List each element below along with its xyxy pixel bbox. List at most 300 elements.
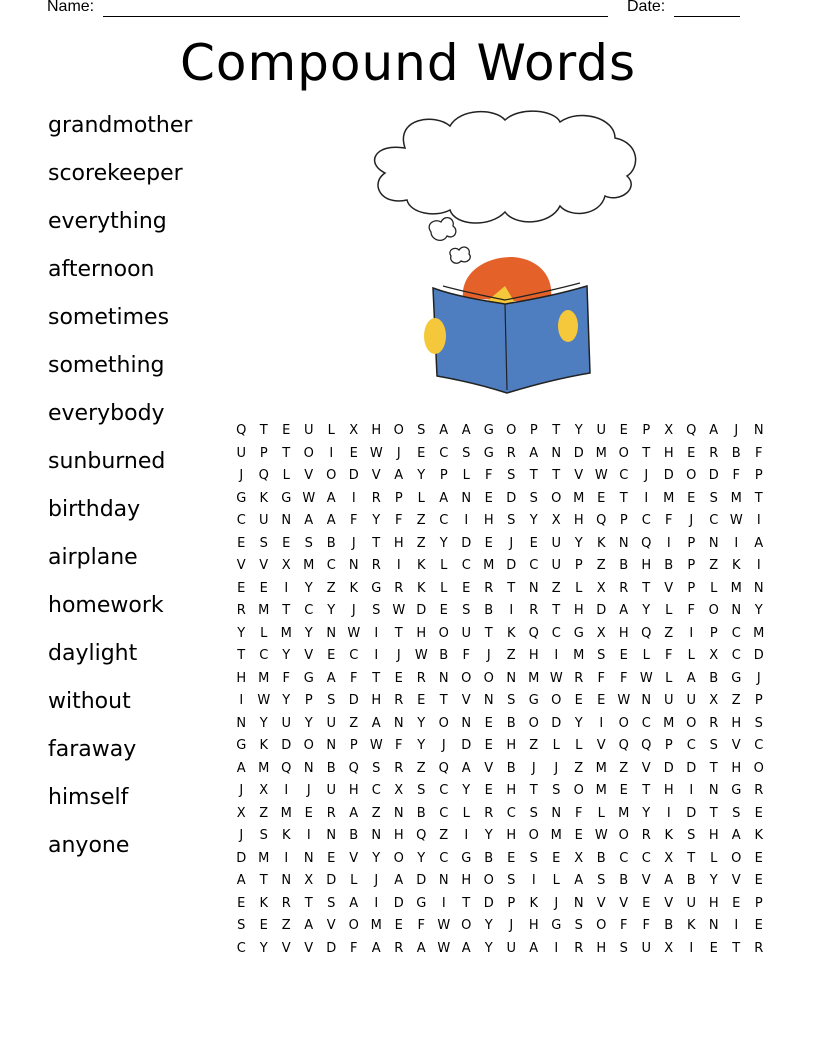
grid-cell[interactable]: E — [709, 940, 718, 956]
grid-cell[interactable]: T — [529, 783, 538, 798]
grid-cell[interactable]: C — [731, 648, 741, 663]
grid-cell[interactable]: C — [461, 558, 471, 573]
grid-cell[interactable]: R — [619, 580, 629, 596]
grid-cell[interactable]: Z — [709, 558, 719, 573]
grid-cell[interactable]: A — [349, 895, 359, 911]
grid-cell[interactable]: I — [374, 895, 379, 911]
grid-cell[interactable]: T — [709, 760, 718, 776]
grid-cell[interactable]: C — [236, 513, 246, 528]
grid-cell[interactable]: E — [282, 423, 291, 438]
grid-cell[interactable]: I — [644, 490, 649, 506]
grid-cell[interactable]: R — [484, 580, 494, 596]
grid-cell[interactable]: H — [528, 648, 539, 663]
grid-cell[interactable]: O — [438, 715, 449, 731]
grid-cell[interactable]: S — [372, 760, 381, 776]
grid-cell[interactable]: C — [641, 850, 651, 866]
grid-cell[interactable]: X — [709, 693, 719, 708]
grid-cell[interactable]: D — [596, 603, 607, 618]
grid-cell[interactable]: D — [663, 468, 674, 483]
grid-cell[interactable]: J — [351, 535, 356, 551]
grid-cell[interactable]: D — [326, 873, 337, 888]
grid-cell[interactable]: G — [416, 895, 427, 911]
grid-cell[interactable]: Q — [528, 625, 539, 641]
grid-cell[interactable]: W — [639, 670, 653, 686]
grid-cell[interactable]: L — [665, 603, 673, 618]
grid-cell[interactable]: Q — [438, 760, 449, 776]
grid-cell[interactable]: T — [552, 423, 561, 438]
grid-cell[interactable]: W — [369, 445, 383, 461]
grid-cell[interactable]: C — [439, 850, 449, 866]
grid-cell[interactable]: I — [284, 580, 289, 596]
grid-cell[interactable]: D — [708, 468, 719, 483]
grid-cell[interactable]: I — [509, 603, 514, 618]
grid-cell[interactable]: Q — [236, 423, 247, 438]
grid-cell[interactable]: I — [464, 513, 469, 528]
grid-cell[interactable]: M — [618, 805, 630, 821]
grid-cell[interactable]: D — [551, 715, 562, 731]
grid-cell[interactable]: Z — [416, 513, 426, 528]
grid-cell[interactable]: Q — [596, 513, 607, 528]
grid-cell[interactable]: W — [414, 648, 428, 663]
grid-cell[interactable]: W — [729, 513, 743, 528]
grid-cell[interactable]: Y — [237, 625, 246, 641]
grid-cell[interactable]: E — [417, 693, 426, 708]
grid-cell[interactable]: E — [529, 535, 538, 551]
grid-cell[interactable]: W — [347, 625, 361, 641]
grid-cell[interactable]: L — [597, 805, 605, 821]
grid-cell[interactable]: C — [439, 783, 449, 798]
grid-cell[interactable]: S — [619, 940, 628, 956]
grid-cell[interactable]: R — [394, 693, 404, 708]
grid-cell[interactable]: W — [437, 940, 451, 956]
grid-cell[interactable]: D — [506, 490, 517, 506]
grid-cell[interactable]: X — [664, 850, 674, 866]
grid-cell[interactable]: I — [374, 625, 379, 641]
grid-cell[interactable]: B — [349, 828, 359, 843]
grid-cell[interactable]: M — [258, 603, 270, 618]
grid-cell[interactable]: S — [259, 828, 268, 843]
grid-cell[interactable]: T — [642, 445, 651, 461]
grid-cell[interactable]: C — [371, 783, 381, 798]
grid-cell[interactable]: E — [754, 918, 763, 933]
grid-cell[interactable]: K — [686, 918, 696, 933]
grid-cell[interactable]: L — [687, 648, 695, 663]
grid-cell[interactable]: N — [371, 828, 382, 843]
grid-cell[interactable]: E — [619, 783, 628, 798]
grid-cell[interactable]: D — [686, 760, 697, 776]
grid-cell[interactable]: D — [663, 760, 674, 776]
grid-cell[interactable]: H — [618, 625, 629, 641]
grid-cell[interactable]: P — [687, 580, 696, 596]
grid-cell[interactable]: C — [551, 625, 561, 641]
grid-cell[interactable]: R — [574, 940, 584, 956]
grid-cell[interactable]: O — [303, 738, 314, 753]
grid-cell[interactable]: H — [573, 603, 584, 618]
grid-cell[interactable]: G — [371, 580, 382, 596]
grid-cell[interactable]: G — [573, 625, 584, 641]
grid-cell[interactable]: L — [282, 468, 290, 483]
grid-cell[interactable]: D — [506, 558, 517, 573]
grid-cell[interactable]: R — [709, 445, 719, 461]
grid-cell[interactable]: C — [686, 738, 696, 753]
grid-cell[interactable]: I — [351, 490, 356, 506]
grid-cell[interactable]: A — [326, 513, 336, 528]
grid-cell[interactable]: Y — [282, 693, 291, 708]
grid-cell[interactable]: D — [348, 468, 359, 483]
grid-cell[interactable]: F — [417, 918, 425, 933]
grid-cell[interactable]: H — [573, 513, 584, 528]
grid-cell[interactable]: T — [282, 603, 291, 618]
grid-cell[interactable]: I — [734, 918, 739, 933]
grid-cell[interactable]: O — [686, 715, 697, 731]
grid-cell[interactable]: M — [258, 850, 270, 866]
grid-cell[interactable]: D — [753, 648, 764, 663]
grid-cell[interactable]: S — [597, 873, 606, 888]
grid-cell[interactable]: N — [731, 603, 742, 618]
grid-cell[interactable]: R — [281, 895, 291, 911]
grid-cell[interactable]: X — [304, 873, 314, 888]
grid-cell[interactable]: X — [664, 940, 674, 956]
grid-cell[interactable]: I — [756, 513, 761, 528]
grid-cell[interactable]: O — [393, 423, 404, 438]
grid-cell[interactable]: J — [554, 895, 559, 911]
grid-cell[interactable]: X — [551, 513, 561, 528]
grid-cell[interactable]: O — [686, 468, 697, 483]
grid-cell[interactable]: B — [596, 850, 606, 866]
grid-cell[interactable]: H — [393, 828, 404, 843]
grid-cell[interactable]: I — [554, 648, 559, 663]
grid-cell[interactable]: P — [304, 693, 313, 708]
grid-cell[interactable]: S — [327, 895, 336, 911]
grid-cell[interactable]: Y — [417, 468, 426, 483]
grid-cell[interactable]: E — [754, 805, 763, 821]
grid-cell[interactable]: S — [687, 828, 696, 843]
grid-cell[interactable]: W — [549, 670, 563, 686]
grid-cell[interactable]: I — [329, 445, 334, 461]
grid-cell[interactable]: K — [281, 828, 291, 843]
grid-cell[interactable]: N — [708, 535, 719, 551]
grid-cell[interactable]: R — [394, 580, 404, 596]
grid-cell[interactable]: O — [618, 715, 629, 731]
grid-cell[interactable]: M — [483, 558, 495, 573]
grid-cell[interactable]: P — [619, 513, 628, 528]
grid-cell[interactable]: M — [370, 918, 382, 933]
grid-cell[interactable]: X — [394, 783, 404, 798]
grid-cell[interactable]: S — [529, 850, 538, 866]
grid-cell[interactable]: H — [348, 783, 359, 798]
grid-cell[interactable]: W — [369, 738, 383, 753]
grid-cell[interactable]: V — [349, 850, 359, 866]
grid-cell[interactable]: F — [395, 738, 403, 753]
grid-cell[interactable]: J — [689, 513, 694, 528]
grid-cell[interactable]: N — [708, 918, 719, 933]
grid-cell[interactable]: Q — [348, 760, 359, 776]
grid-cell[interactable]: B — [326, 760, 336, 776]
grid-cell[interactable]: T — [619, 490, 628, 506]
grid-cell[interactable]: R — [236, 603, 246, 618]
grid-cell[interactable]: L — [575, 580, 583, 596]
grid-cell[interactable]: G — [731, 783, 742, 798]
grid-cell[interactable]: V — [281, 940, 291, 956]
grid-cell[interactable]: H — [371, 423, 382, 438]
grid-cell[interactable]: C — [439, 805, 449, 821]
grid-cell[interactable]: J — [509, 918, 514, 933]
grid-cell[interactable]: X — [349, 423, 359, 438]
grid-cell[interactable]: H — [371, 693, 382, 708]
grid-cell[interactable]: E — [687, 445, 696, 461]
date-field[interactable] — [674, 16, 740, 17]
grid-cell[interactable]: J — [644, 468, 649, 483]
grid-cell[interactable]: X — [574, 850, 584, 866]
grid-cell[interactable]: O — [483, 670, 494, 686]
grid-cell[interactable]: N — [303, 760, 314, 776]
grid-cell[interactable]: Y — [417, 738, 426, 753]
grid-cell[interactable]: E — [484, 490, 493, 506]
grid-cell[interactable]: X — [596, 625, 606, 641]
grid-cell[interactable]: Y — [462, 783, 471, 798]
grid-cell[interactable]: S — [462, 445, 471, 461]
grid-cell[interactable]: N — [618, 535, 629, 551]
grid-cell[interactable]: J — [531, 760, 536, 776]
grid-cell[interactable]: H — [708, 828, 719, 843]
grid-cell[interactable]: A — [754, 535, 764, 551]
grid-cell[interactable]: P — [687, 535, 696, 551]
grid-cell[interactable]: N — [753, 580, 764, 596]
grid-cell[interactable]: F — [575, 805, 583, 821]
grid-cell[interactable]: I — [396, 558, 401, 573]
grid-cell[interactable]: Q — [686, 423, 697, 438]
grid-cell[interactable]: F — [485, 468, 493, 483]
grid-cell[interactable]: L — [440, 558, 448, 573]
grid-cell[interactable]: G — [483, 423, 494, 438]
grid-cell[interactable]: Z — [664, 625, 674, 641]
grid-cell[interactable]: U — [236, 445, 246, 461]
grid-cell[interactable]: I — [374, 648, 379, 663]
grid-cell[interactable]: A — [394, 873, 404, 888]
grid-cell[interactable]: H — [236, 670, 247, 686]
grid-cell[interactable]: I — [666, 805, 671, 821]
grid-cell[interactable]: A — [439, 490, 449, 506]
grid-cell[interactable]: G — [281, 490, 292, 506]
grid-cell[interactable]: R — [754, 783, 764, 798]
grid-cell[interactable]: A — [326, 490, 336, 506]
grid-cell[interactable]: O — [348, 918, 359, 933]
grid-cell[interactable]: Z — [596, 558, 606, 573]
grid-cell[interactable]: Y — [484, 918, 493, 933]
grid-cell[interactable]: Z — [416, 760, 426, 776]
grid-cell[interactable]: E — [259, 580, 268, 596]
grid-cell[interactable]: E — [597, 693, 606, 708]
grid-cell[interactable]: B — [439, 648, 449, 663]
grid-cell[interactable]: J — [734, 423, 739, 438]
grid-cell[interactable]: S — [259, 535, 268, 551]
grid-cell[interactable]: Y — [574, 715, 583, 731]
grid-cell[interactable]: O — [551, 693, 562, 708]
grid-cell[interactable]: C — [236, 940, 246, 956]
grid-cell[interactable]: C — [439, 513, 449, 528]
grid-cell[interactable]: X — [259, 783, 269, 798]
grid-cell[interactable]: Z — [551, 580, 561, 596]
grid-cell[interactable]: M — [663, 715, 675, 731]
grid-cell[interactable]: T — [552, 468, 561, 483]
grid-cell[interactable]: P — [709, 625, 718, 641]
grid-cell[interactable]: A — [529, 940, 539, 956]
grid-cell[interactable]: D — [348, 693, 359, 708]
grid-cell[interactable]: T — [732, 940, 741, 956]
grid-cell[interactable]: W — [437, 918, 451, 933]
grid-cell[interactable]: F — [732, 468, 740, 483]
grid-cell[interactable]: Q — [416, 828, 427, 843]
grid-cell[interactable]: R — [394, 760, 404, 776]
grid-cell[interactable]: B — [731, 445, 741, 461]
grid-cell[interactable]: L — [260, 625, 268, 641]
grid-cell[interactable]: G — [461, 850, 472, 866]
grid-cell[interactable]: S — [529, 490, 538, 506]
grid-cell[interactable]: I — [689, 783, 694, 798]
grid-cell[interactable]: N — [753, 423, 764, 438]
grid-cell[interactable]: V — [461, 693, 471, 708]
grid-cell[interactable]: J — [239, 468, 244, 483]
grid-cell[interactable]: S — [709, 738, 718, 753]
grid-cell[interactable]: A — [664, 873, 674, 888]
grid-cell[interactable]: F — [620, 918, 628, 933]
grid-cell[interactable]: T — [372, 670, 381, 686]
grid-cell[interactable]: J — [239, 828, 244, 843]
grid-cell[interactable]: C — [619, 468, 629, 483]
grid-cell[interactable]: J — [396, 648, 401, 663]
grid-cell[interactable]: U — [461, 625, 471, 641]
grid-cell[interactable]: L — [710, 580, 718, 596]
grid-cell[interactable]: K — [259, 738, 269, 753]
grid-cell[interactable]: H — [506, 738, 517, 753]
grid-cell[interactable]: P — [687, 558, 696, 573]
grid-cell[interactable]: S — [507, 873, 516, 888]
grid-cell[interactable]: A — [349, 805, 359, 821]
grid-cell[interactable]: Z — [371, 805, 381, 821]
grid-cell[interactable]: S — [507, 513, 516, 528]
grid-cell[interactable]: Y — [259, 715, 268, 731]
grid-cell[interactable]: O — [483, 873, 494, 888]
grid-cell[interactable]: M — [258, 760, 270, 776]
grid-cell[interactable]: H — [596, 940, 607, 956]
grid-cell[interactable]: M — [303, 558, 315, 573]
grid-cell[interactable]: E — [597, 490, 606, 506]
grid-cell[interactable]: T — [642, 783, 651, 798]
grid-cell[interactable]: S — [574, 918, 583, 933]
grid-cell[interactable]: T — [259, 873, 268, 888]
grid-cell[interactable]: Q — [641, 625, 652, 641]
grid-cell[interactable]: P — [642, 423, 651, 438]
grid-cell[interactable]: B — [506, 715, 516, 731]
grid-cell[interactable]: Q — [641, 535, 652, 551]
grid-cell[interactable]: Y — [642, 603, 651, 618]
grid-cell[interactable]: E — [619, 423, 628, 438]
grid-cell[interactable]: J — [756, 670, 761, 686]
grid-cell[interactable]: K — [349, 580, 359, 596]
name-field[interactable] — [103, 16, 608, 17]
grid-cell[interactable]: C — [304, 603, 314, 618]
grid-cell[interactable]: O — [461, 918, 472, 933]
grid-cell[interactable]: H — [663, 445, 674, 461]
grid-cell[interactable]: O — [506, 423, 517, 438]
grid-cell[interactable]: R — [506, 445, 516, 461]
grid-cell[interactable]: E — [327, 648, 336, 663]
grid-cell[interactable]: K — [754, 828, 764, 843]
grid-cell[interactable]: V — [304, 468, 314, 483]
grid-cell[interactable]: Y — [484, 940, 493, 956]
grid-cell[interactable]: E — [237, 580, 246, 596]
grid-cell[interactable]: Y — [372, 513, 381, 528]
grid-cell[interactable]: L — [350, 873, 358, 888]
grid-cell[interactable]: G — [236, 738, 247, 753]
grid-cell[interactable]: F — [597, 670, 605, 686]
grid-cell[interactable]: S — [237, 918, 246, 933]
grid-cell[interactable]: A — [461, 940, 471, 956]
grid-cell[interactable]: U — [686, 693, 696, 708]
grid-cell[interactable]: G — [731, 670, 742, 686]
grid-cell[interactable]: Z — [574, 760, 584, 776]
grid-cell[interactable]: C — [439, 445, 449, 461]
grid-cell[interactable]: S — [372, 603, 381, 618]
grid-cell[interactable]: T — [259, 423, 268, 438]
grid-cell[interactable]: G — [528, 693, 539, 708]
grid-cell[interactable]: X — [236, 805, 246, 821]
grid-cell[interactable]: V — [484, 760, 494, 776]
grid-cell[interactable]: S — [304, 535, 313, 551]
grid-cell[interactable]: E — [304, 805, 313, 821]
grid-cell[interactable]: Y — [709, 873, 718, 888]
grid-cell[interactable]: M — [595, 760, 607, 776]
grid-cell[interactable]: X — [664, 423, 674, 438]
grid-cell[interactable]: X — [281, 558, 291, 573]
grid-cell[interactable]: Y — [304, 625, 313, 641]
grid-cell[interactable]: F — [350, 513, 358, 528]
grid-cell[interactable]: E — [574, 828, 583, 843]
grid-cell[interactable]: C — [754, 738, 764, 753]
grid-cell[interactable]: L — [417, 490, 425, 506]
grid-cell[interactable]: R — [394, 940, 404, 956]
grid-cell[interactable]: N — [326, 828, 337, 843]
grid-cell[interactable]: D — [461, 535, 472, 551]
grid-cell[interactable]: Z — [259, 805, 269, 821]
grid-cell[interactable]: A — [686, 670, 696, 686]
grid-cell[interactable]: T — [552, 603, 561, 618]
grid-cell[interactable]: O — [551, 490, 562, 506]
grid-cell[interactable]: V — [326, 918, 336, 933]
grid-cell[interactable]: N — [393, 715, 404, 731]
grid-cell[interactable]: D — [461, 738, 472, 753]
grid-cell[interactable]: P — [529, 423, 538, 438]
grid-cell[interactable]: Y — [754, 603, 763, 618]
grid-cell[interactable]: F — [350, 940, 358, 956]
grid-cell[interactable]: P — [439, 468, 448, 483]
grid-cell[interactable]: S — [597, 648, 606, 663]
grid-cell[interactable]: U — [326, 783, 336, 798]
grid-cell[interactable]: H — [641, 558, 652, 573]
grid-cell[interactable]: I — [531, 873, 536, 888]
grid-cell[interactable]: E — [237, 535, 246, 551]
grid-cell[interactable]: T — [507, 580, 516, 596]
grid-cell[interactable]: G — [303, 670, 314, 686]
grid-cell[interactable]: S — [327, 693, 336, 708]
grid-cell[interactable]: K — [529, 895, 539, 911]
grid-cell[interactable]: A — [394, 468, 404, 483]
grid-cell[interactable]: Y — [417, 850, 426, 866]
grid-cell[interactable]: S — [732, 805, 741, 821]
grid-cell[interactable]: F — [755, 445, 763, 461]
grid-cell[interactable]: B — [686, 873, 696, 888]
grid-cell[interactable]: C — [349, 648, 359, 663]
